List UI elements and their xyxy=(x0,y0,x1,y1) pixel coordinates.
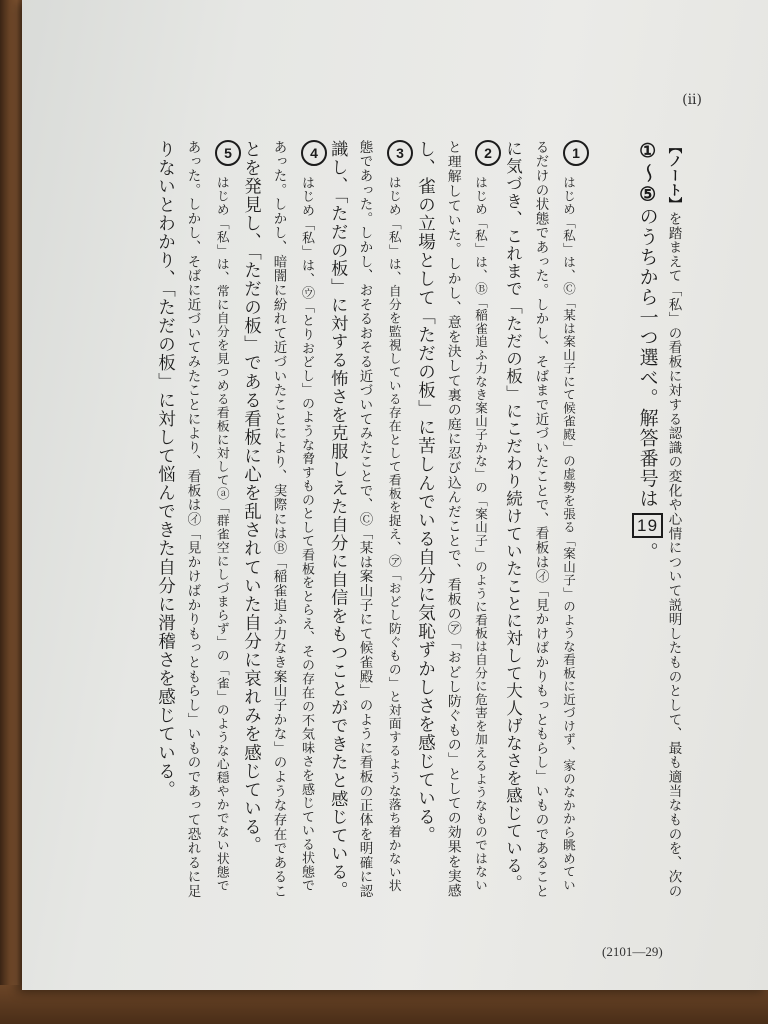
option-2-line: し、雀の立場として「ただの板」に苦しんでいる自分に気恥ずかしさを感じている。 xyxy=(415,140,436,845)
option-4-line: はじめ「私」は、㋒「とりおどし」のような脅すものとして看板をとらえ、その存在の不気味さを感じている状態で xyxy=(299,176,314,893)
wooden-table-edge xyxy=(0,0,24,1024)
sub-question-label: (ii) xyxy=(682,92,702,108)
exam-code: (2101—29) xyxy=(602,944,663,959)
option-5-line: りないとわかり、「ただの板」に対して悩んできた自分に滑稽さを感じている。 xyxy=(155,140,176,800)
option-3-line: はじめ「私」は、自分を監視している存在として看板を捉え、㋐「おどし防ぐもの」と対面するような落ち着かない状 xyxy=(385,176,401,893)
option-4-number: 4 xyxy=(301,140,327,166)
option-4-line: とを発見し、「ただの板」である看板に心を乱されていた自分に哀れみを感じている。 xyxy=(241,140,262,855)
option-2-line: と理解していた。しかし、意を決して裏の庭に忍び込んだことで、看板の㋐「おどし防ぐもの」としての効果を実感 xyxy=(444,140,461,898)
option-5-line: あった。しかし、そばに近づいてみたことにより、看板は㋑「見かけばかりもっともらし」いものであって恐れるに足 xyxy=(184,140,201,899)
note-label: 【ノート】 xyxy=(665,140,682,212)
option-3-line: 態であった。しかし、おそるおそる近づいてみたことで、Ⓒ「某は案山子にて候雀殿」のように看板の正体を明確に認 xyxy=(356,140,373,899)
choice-range: ①〜⑤ xyxy=(636,140,659,207)
prompt-line-1 xyxy=(666,140,680,898)
prompt-line-1-text: を踏まえて「私」の看板に対する認識の変化や心情について説明したものとして、最も適当なものを、次の xyxy=(665,211,682,899)
option-1-number: 1 xyxy=(563,140,589,166)
option-1-line: るだけの状態であった。しかし、そばまで近づいたことで、看板は㋑「見かけばかりもっともらし」いものであること xyxy=(532,140,549,899)
option-2-line: はじめ「私」は、Ⓑ「稲雀追ふ力なき案山子かな」の「案山子」のように看板は自分に危害を加えるようなものではない xyxy=(473,176,489,892)
option-5-number: 5 xyxy=(215,140,241,166)
answer-number-box[interactable]: 19 xyxy=(632,513,663,538)
option-3-line: 識し、「ただの板」に対する怖さを克服しえた自分に自信をもつことができたと感じている。 xyxy=(327,140,348,900)
option-2-number: 2 xyxy=(475,140,501,166)
prompt-line-2-end: 。 xyxy=(636,541,659,562)
wooden-table-bottom xyxy=(0,985,768,1024)
prompt-line-2-text: のうちから一つ選べ。解答番号は xyxy=(636,206,659,509)
option-3-number: 3 xyxy=(387,140,413,166)
option-4-line: あった。しかし、暗闇に紛れて近づいたことにより、実際にはⒷ「稲雀追ふ力なき案山子かな」のような存在であるこ xyxy=(270,140,287,899)
option-1-line: はじめ「私」は、Ⓒ「某は案山子にて候雀殿」の虚勢を張る「案山子」のような看板に近づけず、家のなかから眺めてい xyxy=(561,176,577,892)
option-5-line: はじめ「私」は、常に自分を見つめる看板に対してⓐ「群雀空にしづまらず」の「雀」のような心穏やかでない状態で xyxy=(213,176,229,893)
prompt-line-2 xyxy=(632,140,663,562)
option-1-line: に気づき、これまで「ただの板」にこだわり続けていたことに対して大人げなさを感じている。 xyxy=(503,140,523,893)
